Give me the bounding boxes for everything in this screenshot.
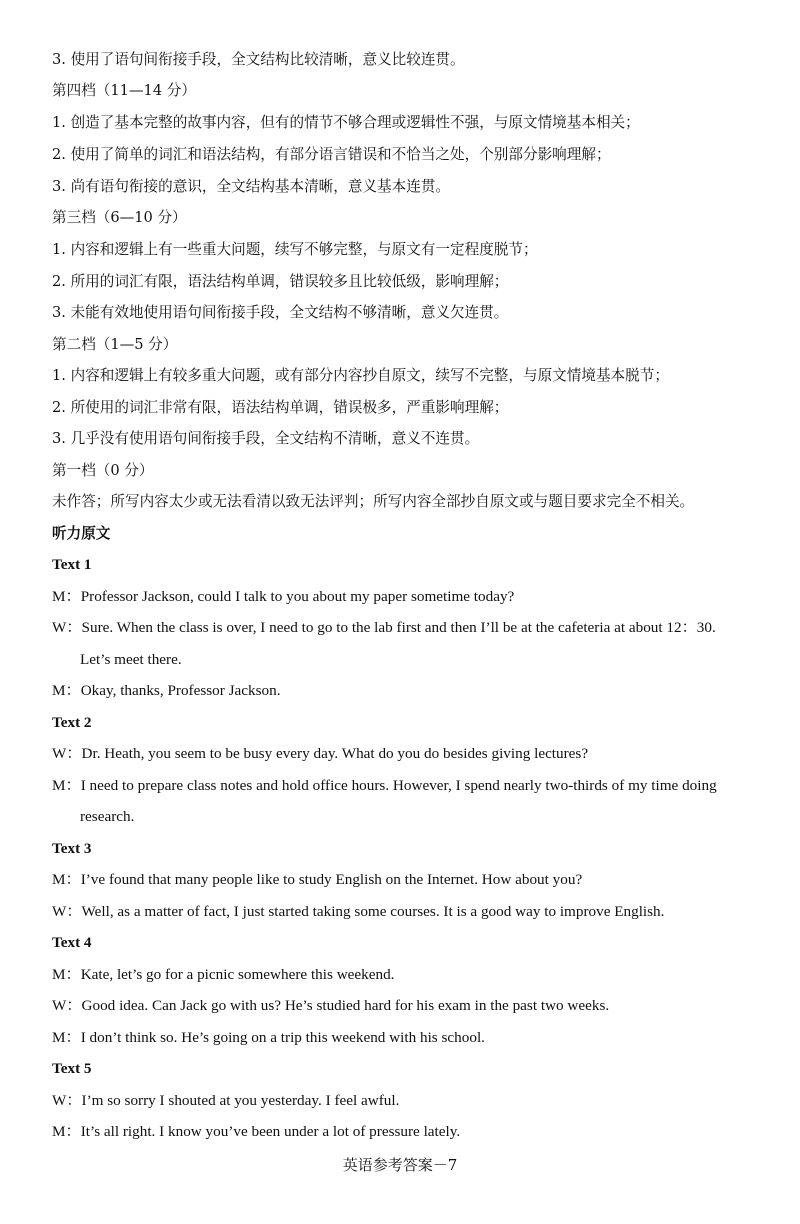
tier1-text: 未作答；所写内容太少或无法看清以致无法评判；所写内容全部抄自原文或与题目要求完全不相关。 (52, 493, 695, 510)
text4-line-2: W：Good idea. Can Jack go with us? He’s studied hard for his exam in the past two weeks. (52, 997, 610, 1014)
tier4-item-3: 3. 尚有语句衔接的意识，全文结构基本清晰，意义基本连贯。 (52, 178, 451, 195)
tier3-item-3: 3. 未能有效地使用语句间衔接手段，全文结构不够清晰，意义欠连贯。 (52, 304, 509, 321)
transcript-heading: 听力原文 (52, 525, 111, 542)
text5-heading: Text 5 (52, 1060, 92, 1077)
tier3-heading: 第三档（6—10 分） (52, 209, 187, 226)
tier3-item-1: 1. 内容和逻辑上有一些重大问题，续写不够完整，与原文有一定程度脱节； (52, 241, 538, 258)
text3-line-2: W：Well, as a matter of fact, I just started taking some courses. It is a good way to improve English. (52, 903, 665, 920)
text1-heading: Text 1 (52, 556, 92, 573)
tier3-item-2: 2. 所用的词汇有限，语法结构单调，错误较多且比较低级，影响理解； (52, 273, 509, 290)
page-footer: 英语参考答案－7 (342, 1156, 458, 1174)
text4-line-3: M：I don’t think so. He’s going on a trip this weekend with his school. (52, 1029, 485, 1046)
text4-heading: Text 4 (52, 934, 92, 951)
tier2-item-3: 3. 几乎没有使用语句间衔接手段，全文结构不清晰，意义不连贯。 (52, 430, 480, 447)
text2-line-1: W：Dr. Heath, you seem to be busy every day. What do you do besides giving lectures? (52, 745, 589, 762)
text4-line-1: M：Kate, let’s go for a picnic somewhere this weekend. (52, 966, 395, 983)
text1-line-1: M：Professor Jackson, could I talk to you about my paper sometime today? (52, 588, 515, 605)
text1-line-2: W：Sure. When the class is over, I need to go to the lab first and then I’ll be at the cafeteria at about 12：30. (52, 619, 716, 636)
text1-line-2-cont: Let’s meet there. (80, 651, 182, 668)
tier4-heading: 第四档（11—14 分） (52, 82, 196, 99)
tier5-item-3: 3. 使用了语句间衔接手段，全文结构比较清晰，意义比较连贯。 (52, 51, 465, 68)
tier2-item-2: 2. 所使用的词汇非常有限，语法结构单调，错误极多，严重影响理解； (52, 399, 509, 416)
text5-line-1: W：I’m so sorry I shouted at you yesterday. I feel awful. (52, 1092, 400, 1109)
text2-heading: Text 2 (52, 714, 92, 731)
tier4-item-2: 2. 使用了简单的词汇和语法结构，有部分语言错误和不恰当之处，个别部分影响理解； (52, 146, 611, 163)
tier4-item-1: 1. 创造了基本完整的故事内容，但有的情节不够合理或逻辑性不强，与原文情境基本相关； (52, 114, 640, 131)
tier2-item-1: 1. 内容和逻辑上有较多重大问题，或有部分内容抄自原文，续写不完整，与原文情境基本脱节； (52, 367, 669, 384)
text5-line-2: M：It’s all right. I know you’ve been under a lot of pressure lately. (52, 1123, 461, 1140)
text3-heading: Text 3 (52, 840, 92, 857)
text3-line-1: M：I’ve found that many people like to study English on the Internet. How about you? (52, 871, 583, 888)
text2-line-2: M：I need to prepare class notes and hold office hours. However, I spend nearly two-thirds of my time doing (52, 777, 717, 794)
tier2-heading: 第二档（1—5 分） (52, 336, 178, 353)
text1-line-3: M：Okay, thanks, Professor Jackson. (52, 682, 281, 699)
text2-line-2-cont: research. (80, 808, 135, 825)
tier1-heading: 第一档（0 分） (52, 462, 154, 479)
